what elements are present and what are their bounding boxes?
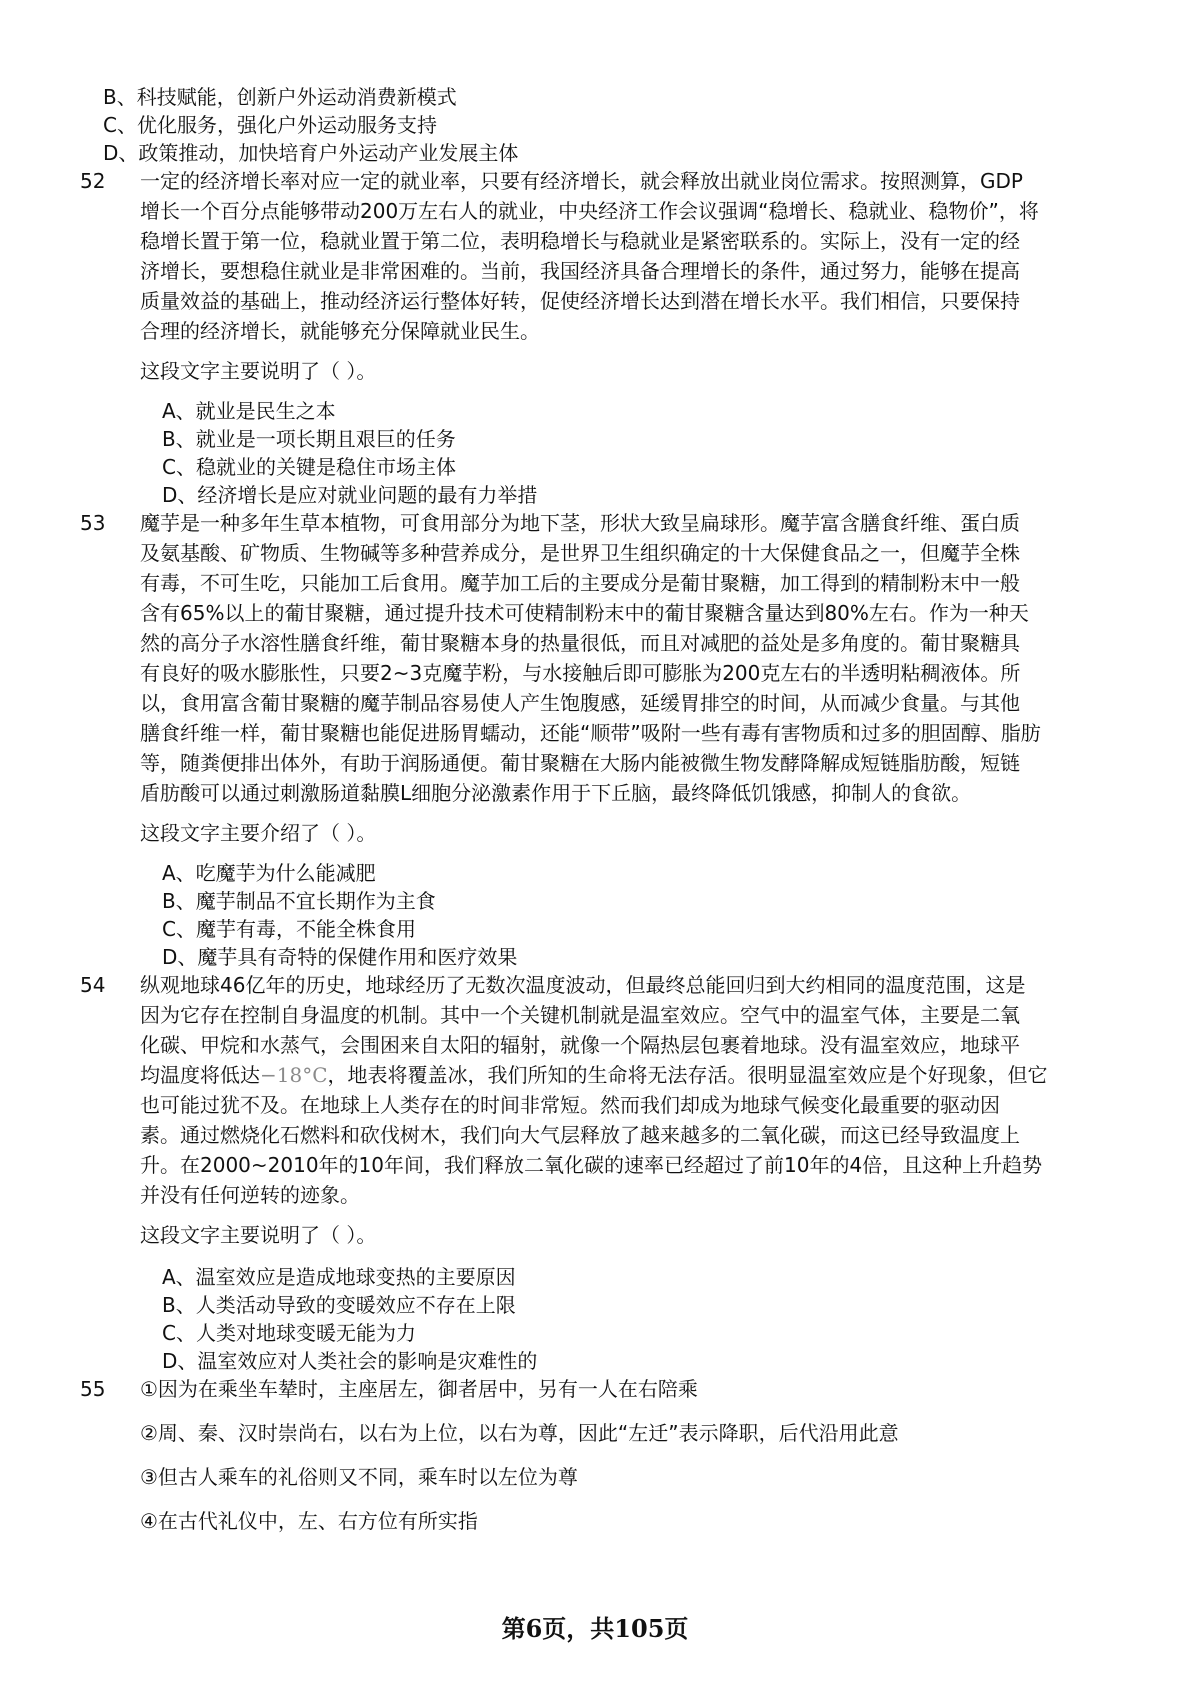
q53-prompt: 这段文字主要介绍了（ ）。: [140, 821, 377, 845]
q53-option-a[interactable]: A、吃魔芋为什么能减肥: [162, 861, 376, 885]
q55-item-2: ②周、秦、汉时崇尚右，以右为上位，以右为尊，因此“左迁”表示降职，后代沿用此意: [140, 1421, 899, 1445]
q54-option-a[interactable]: A、温室效应是造成地球变热的主要原因: [162, 1265, 516, 1289]
q53-paragraph-line: 盾肪酸可以通过刺激肠道黏膜L细胞分泌激素作用于下丘脑，最终降低饥饿感，抑制人的食欲。: [140, 781, 972, 805]
q53-option-d[interactable]: D、魔芋具有奇特的保健作用和医疗效果: [162, 945, 518, 969]
q53-option-b[interactable]: B、魔芋制品不宜长期作为主食: [162, 889, 436, 913]
q52-option-a[interactable]: A、就业是民生之本: [162, 399, 336, 423]
q55-item-1: ①因为在乘坐车辇时，主座居左，御者居中，另有一人在右陪乘: [140, 1377, 698, 1401]
q53-paragraph-line: 及氨基酸、矿物质、生物碱等多种营养成分，是世界卫生组织确定的十大保健食品之一，但魔芋全株: [140, 541, 1020, 565]
q52-option-d[interactable]: D、经济增长是应对就业问题的最有力举措: [162, 483, 538, 507]
q54-paragraph-line: 也可能过犹不及。在地球上人类存在的时间非常短。然而我们却成为地球气候变化最重要的驱动因: [140, 1093, 1000, 1117]
q54-option-d[interactable]: D、温室效应对人类社会的影响是灾难性的: [162, 1349, 538, 1373]
question-number-54: 54: [80, 973, 106, 997]
q54-prompt: 这段文字主要说明了（ ）。: [140, 1223, 377, 1247]
q54-line4-before: 均温度将低达: [140, 1063, 260, 1087]
q54-paragraph-line: 纵观地球46亿年的历史，地球经历了无数次温度波动，但最终总能回归到大约相同的温度范围，这是: [140, 973, 1026, 997]
question-number-53: 53: [80, 511, 106, 535]
q52-paragraph-line: 增长一个百分点能够带动200万左右人的就业，中央经济工作会议强调“稳增长、稳就业、稳物价”，将: [140, 199, 1039, 223]
q53-option-c[interactable]: C、魔芋有毒，不能全株食用: [162, 917, 416, 941]
q54-paragraph-line: [140, 1060, 1048, 1090]
question-number-52: 52: [80, 169, 106, 193]
q54-paragraph-line: 因为它存在控制自身温度的机制。其中一个关键机制就是温室效应。空气中的温室气体，主要是二氧: [140, 1003, 1020, 1027]
q53-paragraph-line: 膳食纤维一样，葡甘聚糖也能促进肠胃蠕动，还能“顺带”吸附一些有毒有害物质和过多的胆固醇、脂肪: [140, 721, 1041, 745]
q54-option-c[interactable]: C、人类对地球变暖无能为力: [162, 1321, 416, 1345]
q52-option-c[interactable]: C、稳就业的关键是稳住市场主体: [162, 455, 456, 479]
q53-paragraph-line: 然的高分子水溶性膳食纤维，葡甘聚糖本身的热量很低，而且对减肥的益处是多角度的。葡甘聚糖具: [140, 631, 1020, 655]
q52-paragraph-line: 稳增长置于第一位，稳就业置于第二位，表明稳增长与稳就业是紧密联系的。实际上，没有一定的经: [140, 229, 1020, 253]
q53-paragraph-line: 有良好的吸水膨胀性，只要2~3克魔芋粉，与水接触后即可膨胀为200克左右的半透明粘稠液体。所: [140, 661, 1021, 685]
q55-item-3: ③但古人乘车的礼俗则又不同，乘车时以左位为尊: [140, 1465, 578, 1489]
q54-paragraph-line: 升。在2000~2010年的10年间，我们释放二氧化碳的速率已经超过了前10年的4倍，且这种上升趋势: [140, 1153, 1043, 1177]
q52-option-b[interactable]: B、就业是一项长期且艰巨的任务: [162, 427, 456, 451]
option-d-prev: D、政策推动，加快培育户外运动产业发展主体: [103, 141, 519, 165]
q54-paragraph-line: 素。通过燃烧化石燃料和砍伐树木，我们向大气层释放了越来越多的二氧化碳，而这已经导致温度上: [140, 1123, 1020, 1147]
q54-line4-after: ，地表将覆盖冰，我们所知的生命将无法存活。很明显温室效应是个好现象，但它: [327, 1063, 1048, 1087]
q54-paragraph-line: 并没有任何逆转的迹象。: [140, 1183, 360, 1207]
q52-paragraph-line: 质量效益的基础上，推动经济运行整体好转，促使经济增长达到潜在增长水平。我们相信，只要保持: [140, 289, 1020, 313]
q52-paragraph-line: 济增长，要想稳住就业是非常困难的。当前，我国经济具备合理增长的条件，通过努力，能够在提高: [140, 259, 1020, 283]
q55-item-4: ④在古代礼仪中，左、右方位有所实指: [140, 1509, 478, 1533]
temperature-value: −18°C: [260, 1063, 328, 1087]
q53-paragraph-line: 魔芋是一种多年生草本植物，可食用部分为地下茎，形状大致呈扁球形。魔芋富含膳食纤维、蛋白质: [140, 511, 1020, 535]
option-b-prev: B、科技赋能，创新户外运动消费新模式: [103, 85, 457, 109]
q52-paragraph-line: 合理的经济增长，就能够充分保障就业民生。: [140, 319, 540, 343]
q54-paragraph-line: 化碳、甲烷和水蒸气，会围困来自太阳的辐射，就像一个隔热层包裹着地球。没有温室效应，地球平: [140, 1033, 1020, 1057]
q53-paragraph-line: 有毒，不可生吃，只能加工后食用。魔芋加工后的主要成分是葡甘聚糖，加工得到的精制粉末中一般: [140, 571, 1020, 595]
q53-paragraph-line: 以，食用富含葡甘聚糖的魔芋制品容易使人产生饱腹感，延缓胃排空的时间，从而减少食量。与其他: [140, 691, 1020, 715]
question-number-55: 55: [80, 1377, 106, 1401]
q52-prompt: 这段文字主要说明了（ ）。: [140, 359, 377, 383]
q54-option-b[interactable]: B、人类活动导致的变暖效应不存在上限: [162, 1293, 516, 1317]
q52-paragraph-line: 一定的经济增长率对应一定的就业率，只要有经济增长，就会释放出就业岗位需求。按照测算，GDP: [140, 169, 1023, 193]
page-number-footer: 第6页，共105页: [501, 1614, 689, 1643]
option-c-prev: C、优化服务，强化户外运动服务支持: [103, 113, 437, 137]
q53-paragraph-line: 含有65%以上的葡甘聚糖，通过提升技术可使精制粉末中的葡甘聚糖含量达到80%左右。作为一种天: [140, 601, 1029, 625]
q53-paragraph-line: 等，随粪便排出体外，有助于润肠通便。葡甘聚糖在大肠内能被微生物发酵降解成短链脂肪酸，短链: [140, 751, 1020, 775]
